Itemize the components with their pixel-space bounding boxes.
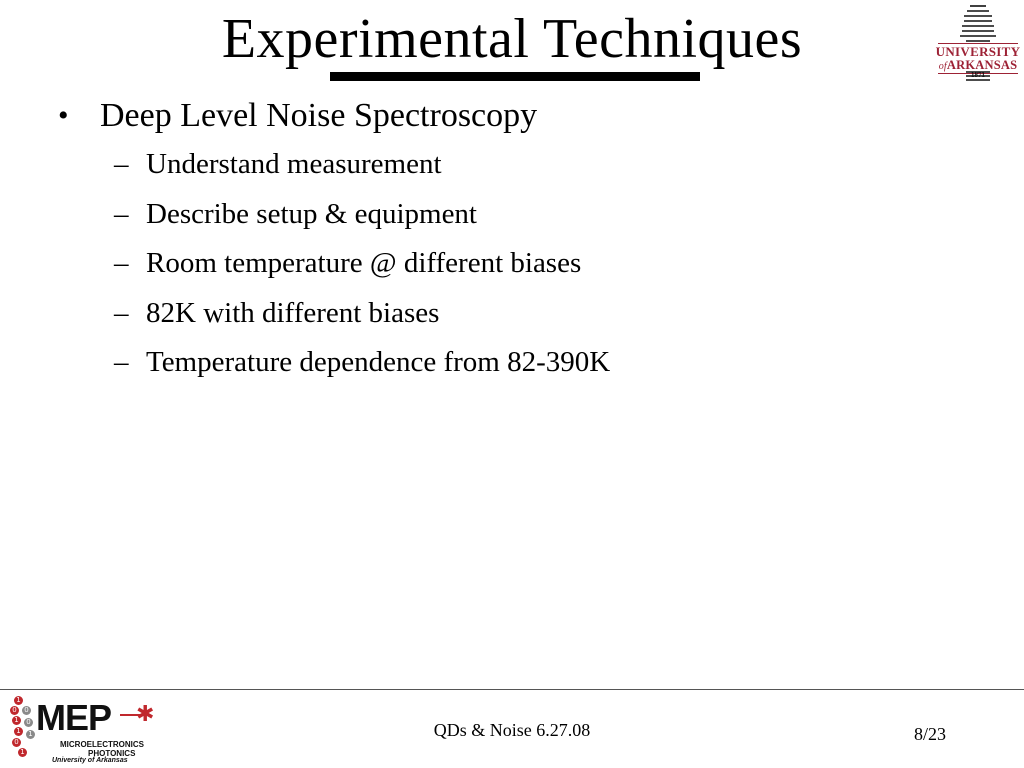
- binary-digit: 1: [18, 748, 27, 757]
- sub-bullet-text: Room temperature @ different biases: [146, 247, 582, 279]
- sub-bullet: [58, 338, 958, 388]
- binary-digit: 0: [12, 738, 21, 747]
- mep-line3: University of Arkansas: [52, 757, 128, 764]
- binary-digit: 1: [12, 716, 21, 725]
- logo-year-text: 1871: [971, 71, 985, 79]
- dash-icon: –: [114, 148, 129, 180]
- logo-university-text: UNIVERSITY: [935, 44, 1021, 59]
- mep-mark: MEP: [36, 697, 112, 738]
- title-underline: [330, 72, 700, 81]
- binary-digit: 0: [10, 706, 19, 715]
- sub-bullet: [58, 289, 958, 339]
- sub-bullet-text: Describe setup & equipment: [146, 197, 477, 230]
- main-bullet-text: Deep Level Noise Spectroscopy: [100, 97, 538, 134]
- sub-bullet: [58, 140, 958, 190]
- footer-divider: [0, 689, 1024, 690]
- sub-bullet-text: Temperature dependence from 82-390K: [146, 346, 611, 378]
- binary-digit: 1: [14, 727, 23, 736]
- sub-bullet-text: Understand measurement: [146, 148, 442, 180]
- mep-line2: PHOTONICS: [88, 749, 136, 758]
- binary-digit: 1: [26, 730, 35, 739]
- page-number: 8/23: [913, 724, 946, 744]
- mep-star-icon: ✱: [136, 702, 155, 727]
- sub-bullet-text: 82K with different biases: [146, 296, 440, 329]
- slide-content: [58, 92, 958, 388]
- main-bullet: [58, 92, 958, 140]
- dash-icon: –: [114, 247, 129, 279]
- dash-icon: –: [114, 197, 129, 230]
- logo-arkansas-text: ARKANSAS: [946, 58, 1018, 72]
- bullet-dot-icon: •: [58, 99, 69, 132]
- sub-bullet-list: [58, 140, 958, 388]
- slide-title: Experimental Techniques: [221, 8, 803, 70]
- sub-bullet: [58, 190, 958, 240]
- dash-icon: –: [114, 296, 129, 329]
- binary-digit: 0: [22, 706, 31, 715]
- footer-title: QDs & Noise 6.27.08: [433, 720, 591, 740]
- sub-bullet: [58, 239, 958, 289]
- logo-of-text: of: [938, 61, 947, 72]
- university-of-arkansas-logo: [934, 2, 1022, 82]
- dash-icon: –: [114, 346, 129, 378]
- binary-digit: 0: [24, 718, 33, 727]
- mep-logo: [8, 694, 158, 766]
- mep-line1: MICROELECTRONICS: [60, 740, 144, 749]
- binary-digit: 1: [14, 696, 23, 705]
